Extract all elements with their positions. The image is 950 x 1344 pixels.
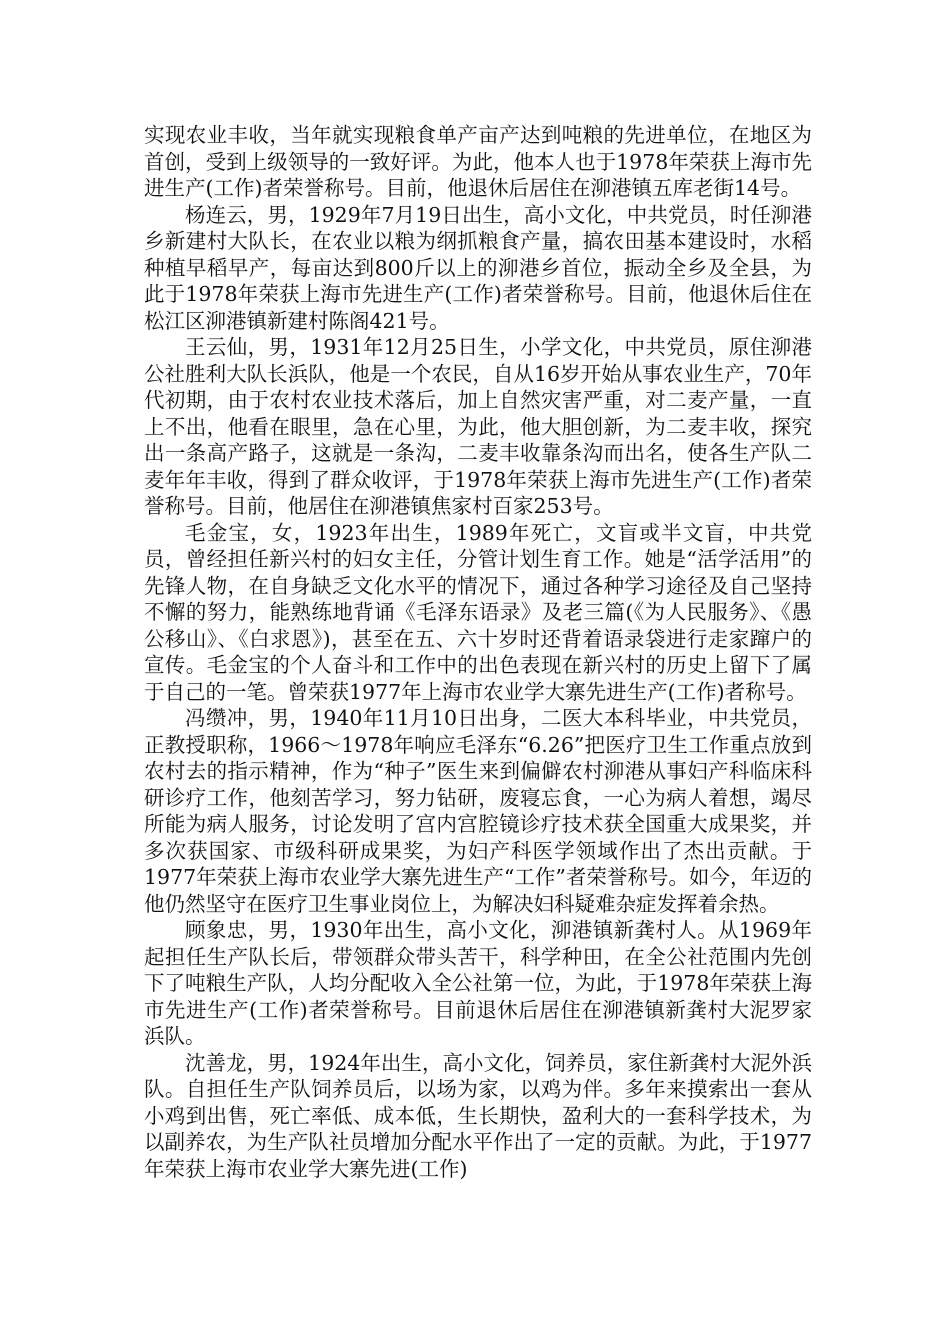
document-page: [144, 122, 812, 1182]
paragraph-continuation: 实现农业丰收，当年就实现粮食单产亩产达到吨粮的先进单位，在地区为首创，受到上级领导的一致好评。为此，他本人也于1978年荣获上海市先进生产(工作)者荣誉称号。目前，他退休后居住在泖港镇五库老街14号。: [144, 123, 812, 200]
paragraph-wang-yunxian: 王云仙，男，1931年12月25日生，小学文化，中共党员，原住泖港公社胜利大队长浜队，他是一个农民，自从16岁开始从事农业生产，70年代初期，由于农村农业技术落后，加上自然灾害严重，对二麦产量，一直上不出，他看在眼里，急在心里，为此，他大胆创新，为二麦丰收，探究出一条高产路子，这就是一条沟，二麦丰收靠条沟而出名，使各生产队二麦年年丰收，得到了群众收评，于1978年荣获上海市先进生产(工作)者荣誉称号。目前，他居住在泖港镇焦家村百家253号。: [144, 335, 812, 518]
paragraph-shen-shanlong: 沈善龙，男，1924年出生，高小文化，饲养员，家住新龚村大泥外浜队。自担任生产队饲养员后，以场为家，以鸡为伴。多年来摸索出一套从小鸡到出售，死亡率低、成本低，生长期快，盈利大的一套科学技术，为以副养农，为生产队社员增加分配水平作出了一定的贡献。为此，于1977年荣获上海市农业学大寨先进(工作): [144, 1050, 812, 1181]
paragraph-gu-xiangzhong: 顾象忠，男，1930年出生，高小文化，泖港镇新龚村人。从1969年起担任生产队长后，带领群众带头苦干，科学种田，在全公社范围内先创下了吨粮生产队，人均分配收入全公社第一位，为此，于1978年荣获上海市先进生产(工作)者荣誉称号。目前退休后居住在泖港镇新龚村大泥罗家浜队。: [144, 918, 812, 1048]
paragraph-yang-lianyun: 杨连云，男，1929年7月19日出生，高小文化，中共党员，时任泖港乡新建村大队长，在农业以粮为纲抓粮食产量，搞农田基本建设时，水稻种植早稻早产，每亩达到800斤以上的泖港乡首位，振动全乡及全县，为此于1978年荣获上海市先进生产(工作)者荣誉称号。目前，他退休后住在松江区泖港镇新建村陈阁421号。: [144, 202, 812, 333]
paragraph-feng-zuanchong: 冯缵冲，男，1940年11月10日出身，二医大本科毕业，中共党员，正教授职称，1966～1978年响应毛泽东“6.26”把医疗卫生工作重点放到农村去的指示精神，作为“种子”医生来到偏僻农村泖港从事妇产科临床科研诊疗工作，他刻苦学习，努力钻研，废寝忘食，一心为病人着想，竭尽所能为病人服务，讨论发明了宫内宫腔镜诊疗技术获全国重大成果奖，并多次获国家、市级科研成果奖，为妇产科医学领域作出了杰出贡献。于1977年荣获上海市农业学大寨先进生产“工作”者荣誉称号。如今，年迈的他仍然坚守在医疗卫生事业岗位上，为解决妇科疑难杂症发挥着余热。: [144, 706, 812, 916]
paragraph-mao-jinbao: 毛金宝，女，1923年出生，1989年死亡，文盲或半文盲，中共党员，曾经担任新兴村的妇女主任，分管计划生育工作。她是“活学活用”的先锋人物，在自身缺乏文化水平的情况下，通过各种学习途径及自己坚持不懈的努力，能熟练地背诵《毛泽东语录》及老三篇(《为人民服务》、《愚公移山》、《白求恩》)，甚至在五、六十岁时还背着语录袋进行走家蹿户的宣传。毛金宝的个人奋斗和工作中的出色表现在新兴村的历史上留下了属于自己的一笔。曾荣获1977年上海市农业学大寨先进生产(工作)者称号。: [144, 520, 812, 704]
